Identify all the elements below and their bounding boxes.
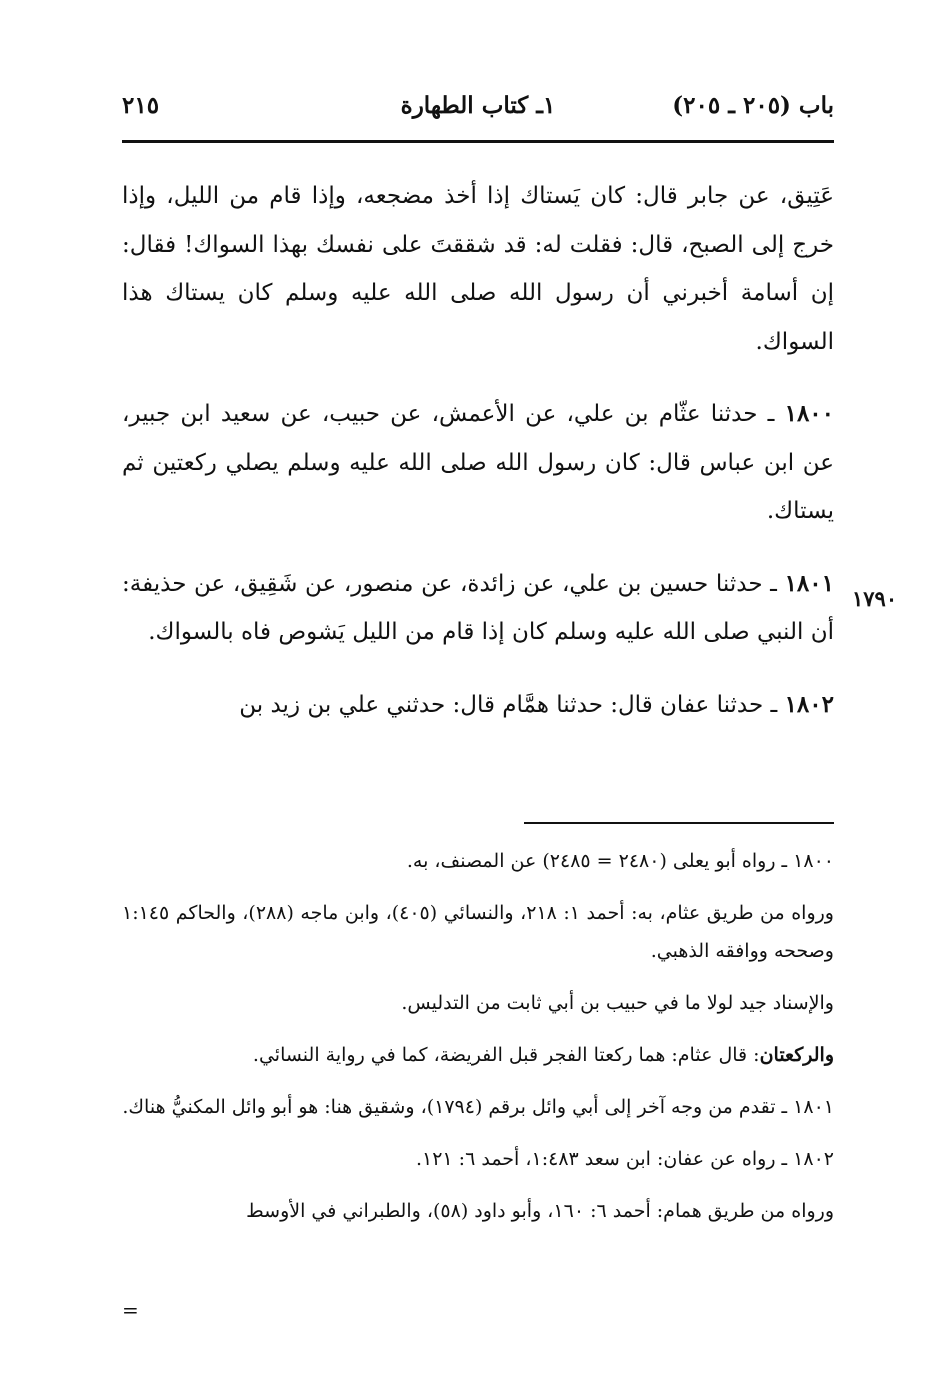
hadith-text: ـ حدثنا عفان قال: حدثنا همَّام قال: حدثني علي بن زيد بن — [239, 691, 778, 718]
footnote — [122, 894, 834, 970]
book-title: ١ـ كتاب الطهارة — [400, 92, 556, 119]
footnote-text: ورواه من طريق عثام، به: أحمد ١: ٢١٨، والنسائي (٤٠٥)، وابن ماجه (٢٨٨)، والحاكم ١:١٤٥ وصححه ووافقه الذهبي. — [122, 902, 834, 962]
hadith-number: ١٨٠٢ — [784, 690, 834, 718]
margin-number: ١٧٩٠ — [852, 586, 898, 611]
hadith-1800 — [122, 390, 834, 536]
page-number: ٢١٥ — [122, 92, 160, 119]
hadith-number: ١٨٠١ — [784, 569, 834, 597]
hadith-text: ـ حدثنا عثّام بن علي، عن الأعمش، عن حبيب، عن سعيد ابن جبير، عن ابن عباس قال: كان رسول الله صلى الله عليه وسلم يصلي ركعتين ثم يستاك. — [122, 401, 834, 524]
hadith-number: ١٨٠٠ — [784, 400, 835, 427]
continuation-mark: = — [122, 1298, 139, 1322]
footnote-rule — [524, 822, 834, 824]
footnote — [122, 1036, 834, 1074]
footnote — [122, 1140, 834, 1178]
chapter-title: باب (٢٠٥ ـ ٢٠٥) — [672, 92, 834, 119]
footnote-text: ١٨٠١ ـ تقدم من وجه آخر إلى أبي وائل برقم (١٧٩٤)، وشقيق هنا: هو أبو وائل المكنيُّ هناك. — [122, 1096, 834, 1118]
footnote — [122, 1192, 834, 1230]
main-text — [122, 172, 834, 753]
hadith-text: ـ حدثنا حسين بن علي، عن زائدة، عن منصور، عن شَقِيق، عن حذيفة: أن النبي صلى الله عليه وسلم كان إذا قام من الليل يَشوص فاه بالسواك. — [122, 570, 834, 645]
footnotes — [122, 842, 834, 1244]
footnote-text: ١٨٠٢ ـ رواه عن عفان: ابن سعد ١:٤٨٣، أحمد ٦: ١٢١. — [415, 1148, 834, 1170]
footnote-text: ورواه من طريق همام: أحمد ٦: ١٦٠، وأبو داود (٥٨)، والطبراني في الأوسط — [246, 1200, 834, 1222]
footnote — [122, 1088, 834, 1126]
paragraph-text: عَتِيق، عن جابر قال: كان يَستاك إذا أخذ مضجعه، وإذا قام من الليل، وإذا خرج إلى الصبح، قال: فقلت له: قد شققتَ على نفسك بهذا السواك! فقال: إن أسامة أخبرني أن رسول الله صلى الله عليه وسلم كان يستاك هذا السواك. — [122, 183, 834, 355]
footnote-term: والركعتان — [759, 1044, 834, 1066]
hadith-1802 — [122, 681, 834, 730]
footnote-text: ١٨٠٠ ـ رواه أبو يعلى (٢٤٨٠ = ٢٤٨٥) عن المصنف، به. — [406, 850, 834, 872]
header-rule — [122, 140, 834, 143]
running-header — [122, 92, 834, 132]
hadith-1801 — [122, 560, 834, 657]
footnote-text: : قال عثام: هما ركعتا الفجر قبل الفريضة، كما في رواية النسائي. — [252, 1044, 760, 1066]
footnote — [122, 842, 834, 880]
footnote — [122, 984, 834, 1022]
footnote-text: والإسناد جيد لولا ما في حبيب بن أبي ثابت من التدليس. — [401, 992, 834, 1014]
paragraph — [122, 172, 834, 366]
